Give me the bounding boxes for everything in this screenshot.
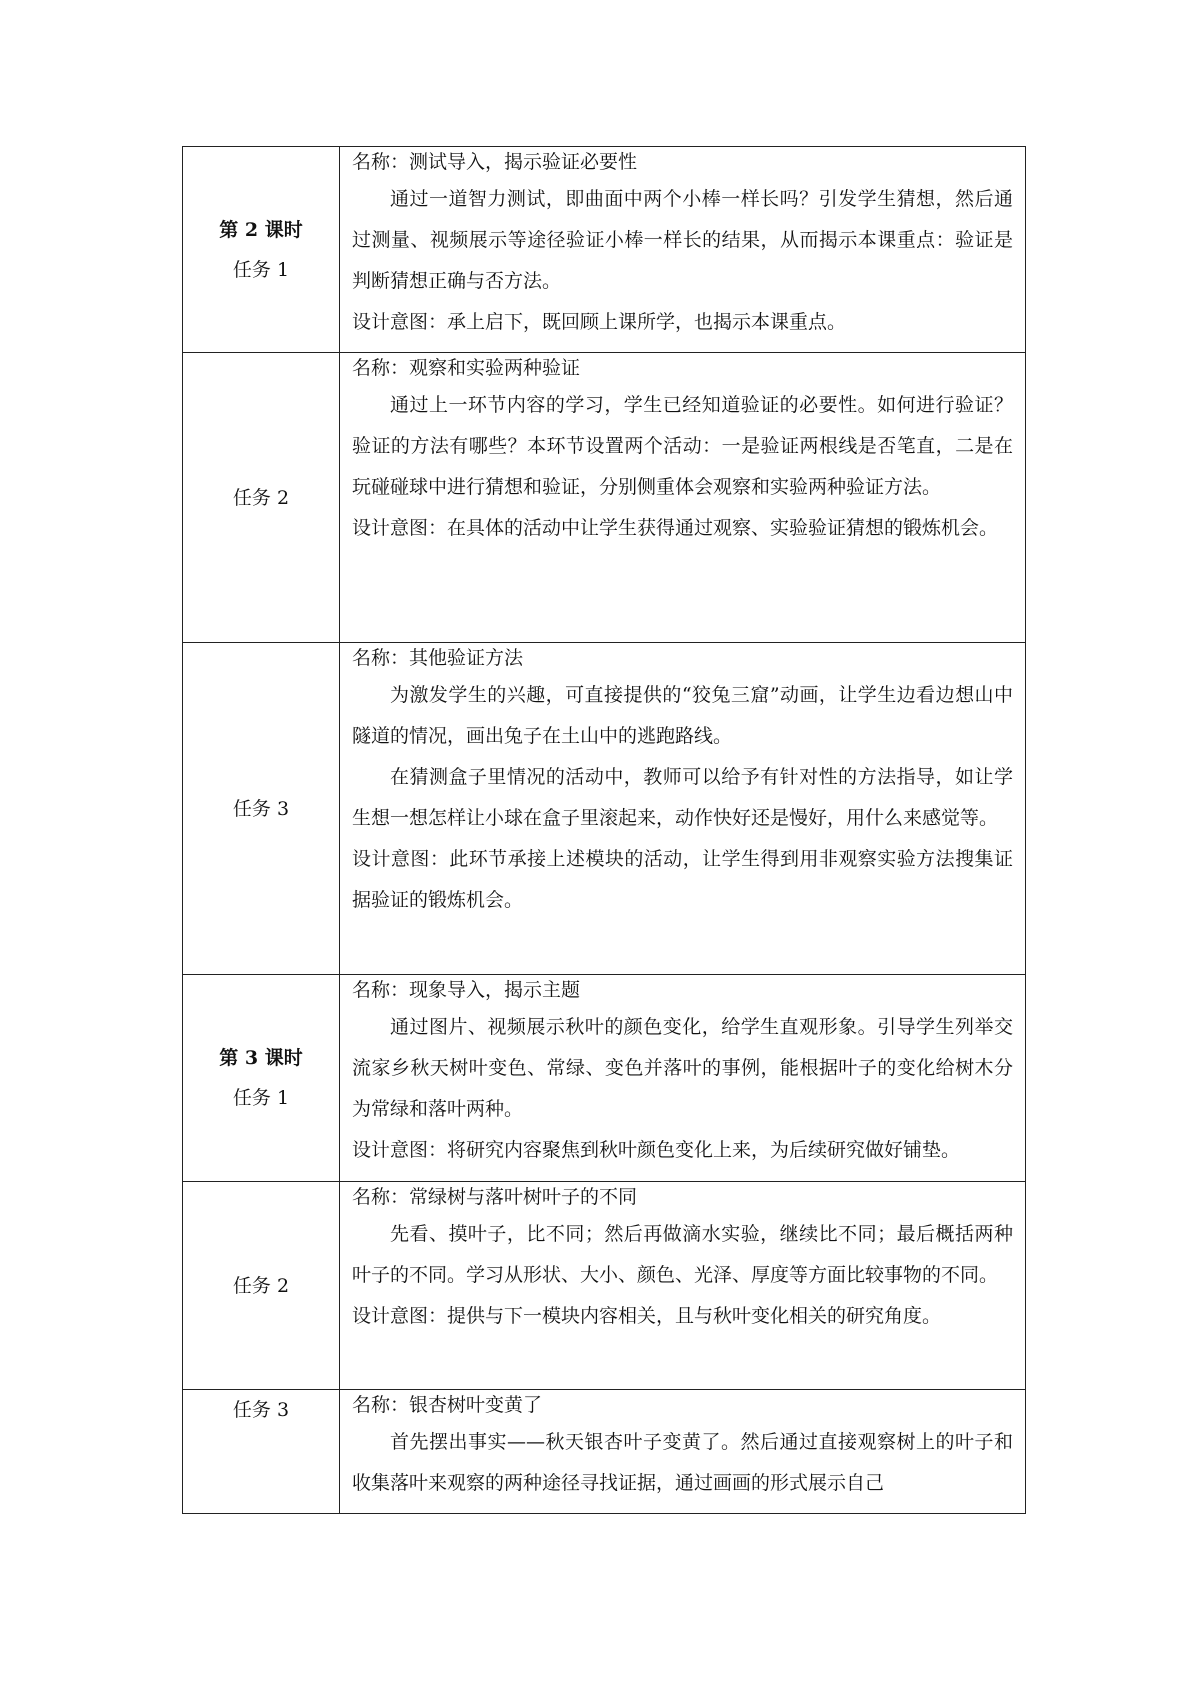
task-label: 任务 1 bbox=[232, 258, 290, 281]
row-label-cell bbox=[183, 975, 340, 1182]
task-name: 名称：其他验证方法 bbox=[352, 647, 524, 669]
task-label: 任务 1 bbox=[232, 1087, 290, 1109]
table-row bbox=[183, 147, 1026, 353]
design-intent: 设计意图：在具体的活动中让学生获得通过观察、实验验证猜想的锻炼机会。 bbox=[352, 517, 999, 539]
table-row bbox=[183, 1182, 1026, 1390]
task-description: 为激发学生的兴趣，可直接提供的“狡兔三窟”动画，让学生边看边想山中隧道的情况，画出兔子在土山中的逃跑路线。 bbox=[352, 684, 1013, 747]
row-label-cell bbox=[183, 643, 340, 975]
task-label: 任务 2 bbox=[232, 486, 290, 509]
table-row bbox=[183, 975, 1026, 1182]
task-name: 名称：银杏树叶变黄了 bbox=[352, 1394, 543, 1416]
design-intent: 设计意图：提供与下一模块内容相关，且与秋叶变化相关的研究角度。 bbox=[352, 1305, 942, 1327]
row-content-cell bbox=[340, 353, 1026, 643]
design-intent: 设计意图：承上启下，既回顾上课所学，也揭示本课重点。 bbox=[352, 311, 847, 333]
task-description: 先看、摸叶子，比不同；然后再做滴水实验，继续比不同；最后概括两种叶子的不同。学习从形状、大小、颜色、光泽、厚度等方面比较事物的不同。 bbox=[352, 1223, 1013, 1286]
design-intent: 设计意图：将研究内容聚焦到秋叶颜色变化上来，为后续研究做好铺垫。 bbox=[352, 1139, 961, 1161]
task-label: 任务 3 bbox=[232, 797, 290, 820]
design-intent: 设计意图：此环节承接上述模块的活动，让学生得到用非观察实验方法搜集证据验证的锻炼机会。 bbox=[352, 848, 1013, 911]
task-name: 名称：观察和实验两种验证 bbox=[352, 357, 581, 379]
row-label-cell bbox=[183, 1182, 340, 1390]
task-name: 名称：常绿树与落叶树叶子的不同 bbox=[352, 1186, 638, 1208]
table-row bbox=[183, 353, 1026, 643]
row-content-cell bbox=[340, 1182, 1026, 1390]
row-label-cell bbox=[183, 1390, 340, 1514]
row-content-cell bbox=[340, 643, 1026, 975]
task-description: 通过一道智力测试，即曲面中两个小棒一样长吗？引发学生猜想，然后通过测量、视频展示等途径验证小棒一样长的结果，从而揭示本课重点：验证是判断猜想正确与否方法。 bbox=[352, 188, 1013, 292]
task-description: 通过图片、视频展示秋叶的颜色变化，给学生直观形象。引导学生列举交流家乡秋天树叶变色、常绿、变色并落叶的事例，能根据叶子的变化给树木分为常绿和落叶两种。 bbox=[352, 1016, 1013, 1120]
lesson-label: 第 3 课时 bbox=[219, 1047, 303, 1069]
task-name: 名称：测试导入，揭示验证必要性 bbox=[352, 151, 638, 173]
row-content-cell bbox=[340, 975, 1026, 1182]
row-content-cell bbox=[340, 1390, 1026, 1514]
task-description: 首先摆出事实——秋天银杏叶子变黄了。然后通过直接观察树上的叶子和收集落叶来观察的两种途径寻找证据，通过画画的形式展示自己 bbox=[352, 1431, 1013, 1494]
row-content-cell bbox=[340, 147, 1026, 353]
table-row bbox=[183, 1390, 1026, 1514]
task-label: 任务 2 bbox=[232, 1274, 290, 1297]
row-label-cell bbox=[183, 147, 340, 353]
row-label-cell bbox=[183, 353, 340, 643]
task-label: 任务 3 bbox=[232, 1399, 290, 1421]
task-description: 在猜测盒子里情况的活动中，教师可以给予有针对性的方法指导，如让学生想一想怎样让小球在盒子里滚起来，动作快好还是慢好，用什么来感觉等。 bbox=[352, 766, 1013, 829]
task-name: 名称：现象导入，揭示主题 bbox=[352, 979, 581, 1001]
task-description: 通过上一环节内容的学习，学生已经知道验证的必要性。如何进行验证？验证的方法有哪些？本环节设置两个活动：一是验证两根线是否笔直，二是在玩碰碰球中进行猜想和验证，分别侧重体会观察和实验两种验证方法。 bbox=[352, 394, 1013, 498]
table-row bbox=[183, 643, 1026, 975]
lesson-plan-table bbox=[182, 146, 1026, 1514]
lesson-label: 第 2 课时 bbox=[219, 218, 303, 241]
